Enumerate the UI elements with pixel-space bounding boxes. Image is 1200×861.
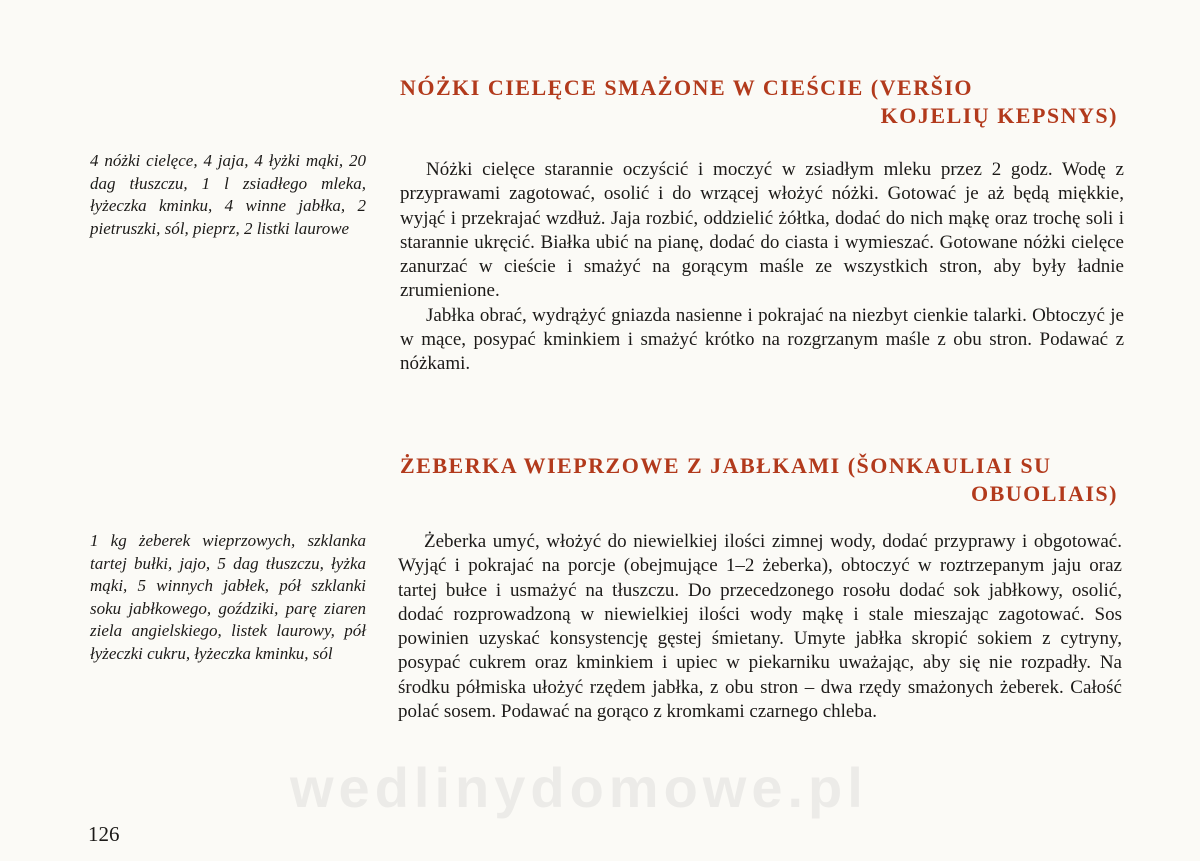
recipe-1-paragraph: Nóżki cielęce starannie oczyścić i moczyć w zsiadłym mleku przez 2 godz. Wodę z przyprawami zagotować, osolić i do wrzącej włożyć nóżki. Gotować je aż będą miękkie, wyjąć i przekrajać wzdłuż. Jaja rozbić, oddzielić żółtka, dodać do nich mąkę oraz trochę soli i starannie ukręcić. Białka ubić na pianę, dodać do ciasta i wymieszać. Gotowane nóżki cielęce zanurzać w cieście i smażyć na gorącym maśle ze wszystkich stron, aby były ładnie zrumienione. xyxy=(400,159,1124,302)
recipe-1-ingredients: 4 nóżki cielęce, 4 jaja, 4 łyżki mąki, 20 dag tłuszczu, 1 l zsiadłego mleka, łyżeczka kminku, 4 winne jabłka, 2 pietruszki, sól, pieprz, 2 listki laurowe xyxy=(90,151,366,238)
recipe-1-paragraph: Jabłka obrać, wydrążyć gniazda nasienne i pokrajać na niezbyt cienkie talarki. Obtoczyć je w mące, posypać kminkiem i smażyć krótko na rozgrzanym maśle z obu stron. Podawać z nóżkami. xyxy=(400,304,1124,375)
watermark: wedlinydomowe.pl xyxy=(290,756,868,819)
recipe-2-title-line-2: OBUOLIAIS) xyxy=(970,481,1118,506)
page-number: 126 xyxy=(88,822,120,846)
recipe-2-instructions xyxy=(398,530,1122,724)
recipe-1-title-line-2: KOJELIŲ KEPSNYS) xyxy=(880,103,1118,128)
recipe-1-title-line-1: NÓŻKI CIELĘCE SMAŻONE W CIEŚCIE (VERŠIO xyxy=(400,75,973,100)
recipe-1-instructions xyxy=(400,158,1124,377)
recipe-2-paragraph: Żeberka umyć, włożyć do niewielkiej ilości zimnej wody, dodać przyprawy i obgotować. Wyjąć i pokrajać na porcje (obejmujące 1–2 żeberka), obtoczyć w roztrzepanym jaju oraz tartej bułce i usmażyć na tłuszczu. Do przecedzonego rosołu dodać sok jabłkowy, osolić, dodać rozprowadzoną w niewielkiej ilości wody mąkę i stale mieszając zagotować. Sos powinien uzyskać konsystencję gęstej śmietany. Umyte jabłka skropić sokiem z cytryny, posypać cukrem oraz kminkiem i upiec w piekarniku uważając, aby się nie rozpadły. Na środku półmiska ułożyć rzędem jabłka, z obu stron – dwa rzędy smażonych żeberek. Całość polać sosem. Podawać na gorąco z kromkami czarnego chleba. xyxy=(398,531,1122,723)
recipe-2-title-line-1: ŻEBERKA WIEPRZOWE Z JABŁKAMI (ŠONKAULIAI SU xyxy=(400,453,1052,478)
recipe-2-ingredients: 1 kg żeberek wieprzowych, szklanka tartej bułki, jajo, 5 dag tłuszczu, łyżka mąki, 5 winnych jabłek, pół szklanki soku jabłkowego, goździki, parę ziaren ziela angielskiego, listek laurowy, pół łyżeczki cukru, łyżeczka kminku, sól xyxy=(90,531,366,663)
